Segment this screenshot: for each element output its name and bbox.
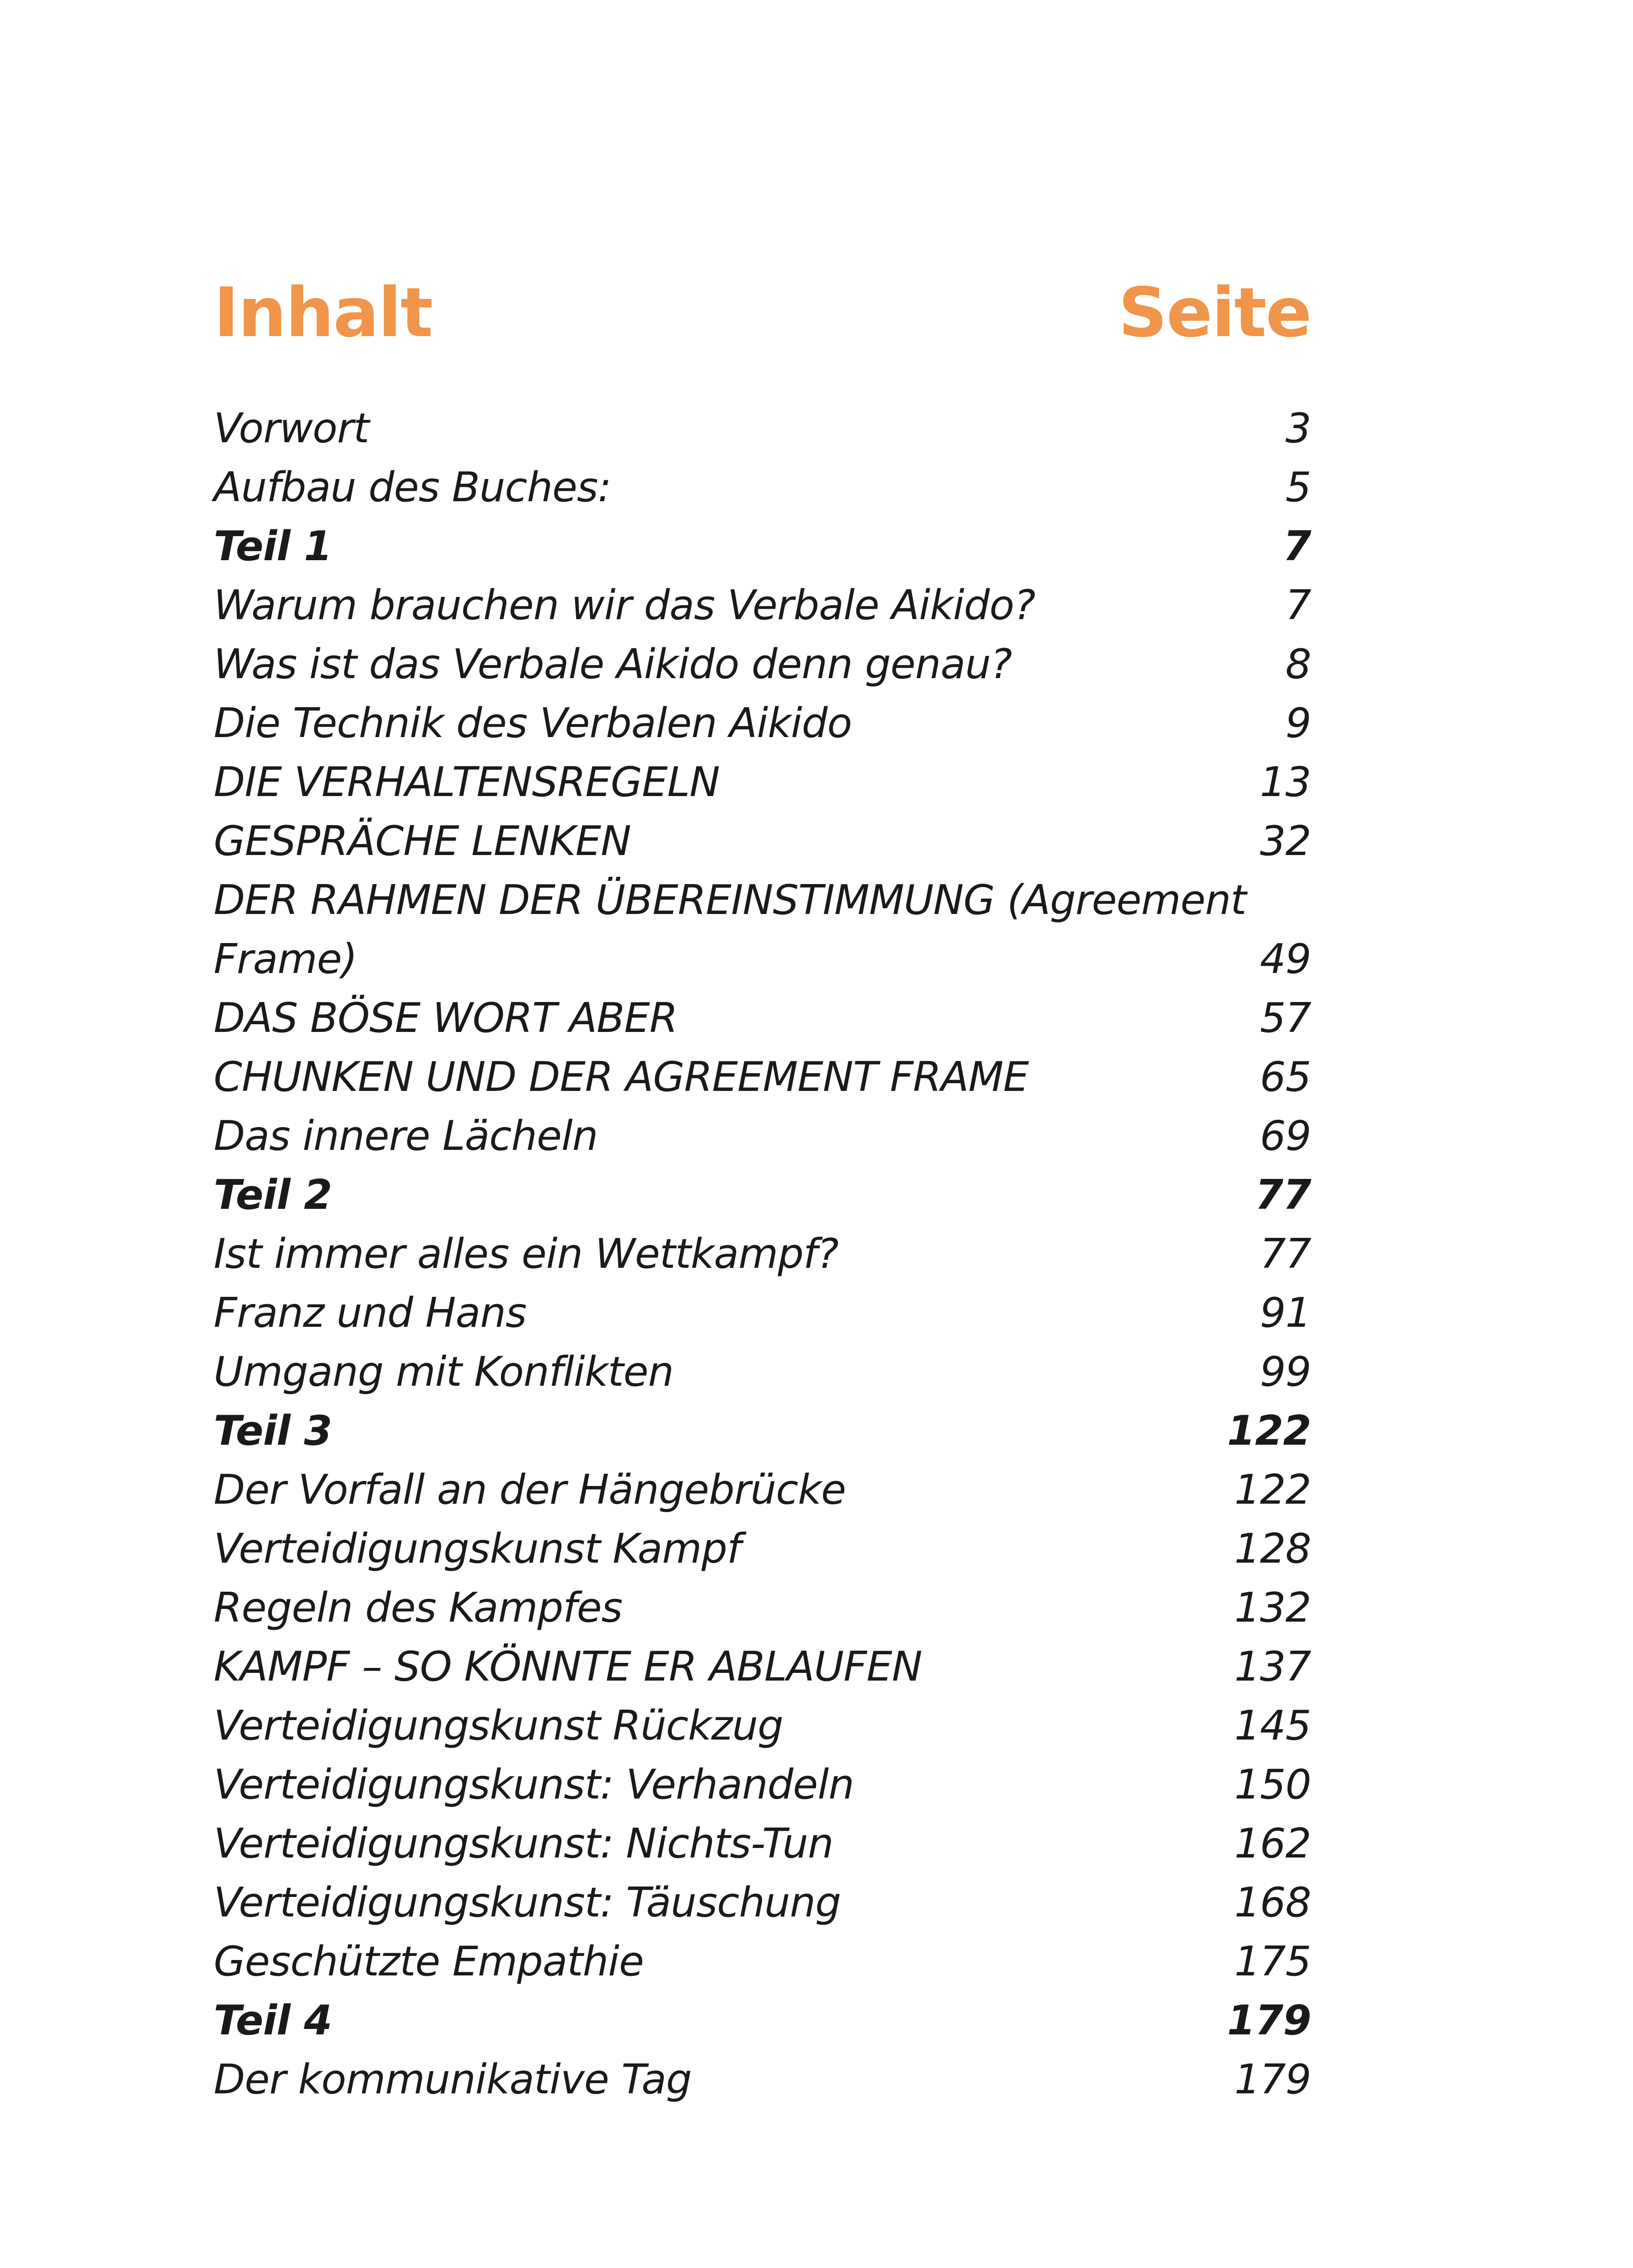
toc-entry-title: Der kommunikative Tag — [214, 2056, 692, 2103]
toc-entry-title: DAS BÖSE WORT ABER — [214, 994, 678, 1042]
toc-entry — [214, 1048, 1311, 1107]
toc-entry — [214, 2050, 1311, 2109]
toc-entry-page-number: 77 — [1255, 1171, 1311, 1219]
toc-header — [214, 268, 1311, 358]
toc-entry-page-number: 65 — [1260, 1053, 1311, 1101]
toc-entry-page-number: 179 — [1234, 2056, 1311, 2103]
toc-entry-page-number: 122 — [1234, 1466, 1311, 1514]
toc-entry-page-number: 128 — [1234, 1525, 1311, 1573]
toc-entry-page-number: 179 — [1227, 1997, 1311, 2044]
toc-entry — [214, 458, 1311, 517]
toc-entry-title: KAMPF – SO KÖNNTE ER ABLAUFEN — [214, 1643, 922, 1691]
toc-entry-title: Verteidigungskunst Kampf — [214, 1525, 741, 1573]
toc-entry-title: Regeln des Kampfes — [214, 1584, 622, 1632]
toc-entry-page-number: 175 — [1234, 1938, 1311, 1985]
toc-entry-page-number: 3 — [1285, 405, 1311, 452]
toc-entry-title: Aufbau des Buches: — [214, 464, 611, 511]
toc-entry-title: Teil 4 — [214, 1997, 332, 2044]
toc-entry-page-number: 99 — [1260, 1348, 1311, 1396]
toc-entry-page-number: 13 — [1260, 758, 1311, 806]
toc-entry-page-number: 145 — [1234, 1702, 1311, 1750]
toc-entry-title: DIE VERHALTENSREGELN — [214, 758, 720, 806]
toc-entry-page-number: 8 — [1285, 640, 1311, 688]
toc-entry-title: Die Technik des Verbalen Aikido — [214, 699, 852, 747]
toc-entry — [214, 399, 1311, 458]
toc-entry-page-number: 122 — [1227, 1407, 1311, 1455]
toc-entry — [214, 1520, 1311, 1579]
toc-entry-page-number: 150 — [1234, 1761, 1311, 1809]
toc-entry-title: Franz und Hans — [214, 1289, 527, 1337]
toc-entry-title: GESPRÄCHE LENKEN — [214, 817, 631, 865]
toc-entry-title: Warum brauchen wir das Verbale Aikido? — [214, 582, 1035, 629]
toc-entry-title: Verteidigungskunst: Täuschung — [214, 1879, 841, 1926]
toc-list — [214, 399, 1311, 2109]
toc-entry-title: Das innere Lächeln — [214, 1112, 598, 1160]
toc-entry — [214, 635, 1311, 694]
toc-entry-title: Teil 1 — [214, 523, 332, 570]
toc-part-heading — [214, 1991, 1311, 2050]
toc-entry — [214, 1343, 1311, 1402]
toc-entry-page-number: 5 — [1285, 464, 1311, 511]
toc-entry-page-number: 49 — [1260, 935, 1311, 983]
toc-entry — [214, 812, 1311, 871]
toc-entry-page-number: 7 — [1283, 523, 1311, 570]
toc-entry — [214, 1696, 1311, 1755]
toc-entry — [214, 694, 1311, 753]
toc-entry — [214, 753, 1311, 812]
toc-entry — [214, 1873, 1311, 1932]
toc-entry-page-number: 7 — [1285, 582, 1311, 629]
toc-entry — [214, 1579, 1311, 1637]
toc-entry — [214, 1284, 1311, 1343]
toc-entry-page-number: 168 — [1234, 1879, 1311, 1926]
toc-entry-page-number: 91 — [1260, 1289, 1311, 1337]
toc-entry-page-number: 69 — [1260, 1112, 1311, 1160]
toc-entry-title: Verteidigungskunst: Verhandeln — [214, 1761, 854, 1809]
toc-entry-page-number: 57 — [1260, 994, 1311, 1042]
page-column-heading: Seite — [1118, 274, 1311, 352]
toc-entry-title: Umgang mit Konflikten — [214, 1348, 674, 1396]
toc-entry-page-number: 132 — [1234, 1584, 1311, 1632]
toc-entry — [214, 1637, 1311, 1696]
toc-entry — [214, 1932, 1311, 1991]
toc-entry-page-number: 162 — [1234, 1820, 1311, 1867]
toc-entry-title: Ist immer alles ein Wettkampf? — [214, 1230, 839, 1278]
toc-entry — [214, 576, 1311, 635]
toc-entry-title: Teil 3 — [214, 1407, 332, 1455]
toc-entry-title: Verteidigungskunst Rückzug — [214, 1702, 783, 1750]
toc-entry-title: Teil 2 — [214, 1171, 332, 1219]
toc-entry-title: Der Vorfall an der Hängebrücke — [214, 1466, 846, 1514]
toc-entry-page-number: 9 — [1285, 699, 1311, 747]
toc-entry — [214, 1814, 1311, 1873]
toc-entry-page-number: 77 — [1260, 1230, 1311, 1278]
contents-heading: Inhalt — [214, 274, 432, 352]
toc-part-heading — [214, 1402, 1311, 1461]
toc-entry-title: Geschützte Empathie — [214, 1938, 644, 1985]
toc-entry-title: Vorwort — [214, 405, 369, 452]
toc-entry-title: CHUNKEN UND DER AGREEMENT FRAME — [214, 1053, 1029, 1101]
toc-entry-page-number: 137 — [1234, 1643, 1311, 1691]
toc-part-heading — [214, 517, 1311, 576]
toc-entry-title: DER RAHMEN DER ÜBEREINSTIMMUNG (Agreement Frame) — [214, 876, 1247, 983]
toc-entry — [214, 1755, 1311, 1814]
toc-entry-page-number: 32 — [1260, 817, 1311, 865]
toc-entry — [214, 1461, 1311, 1520]
toc-entry — [214, 989, 1311, 1048]
toc-entry — [214, 1225, 1311, 1284]
toc-entry — [214, 1107, 1311, 1166]
toc-part-heading — [214, 1166, 1311, 1225]
toc-entry — [214, 871, 1311, 989]
toc-entry-title: Verteidigungskunst: Nichts-Tun — [214, 1820, 833, 1867]
toc-entry-title: Was ist das Verbale Aikido denn genau? — [214, 640, 1012, 688]
